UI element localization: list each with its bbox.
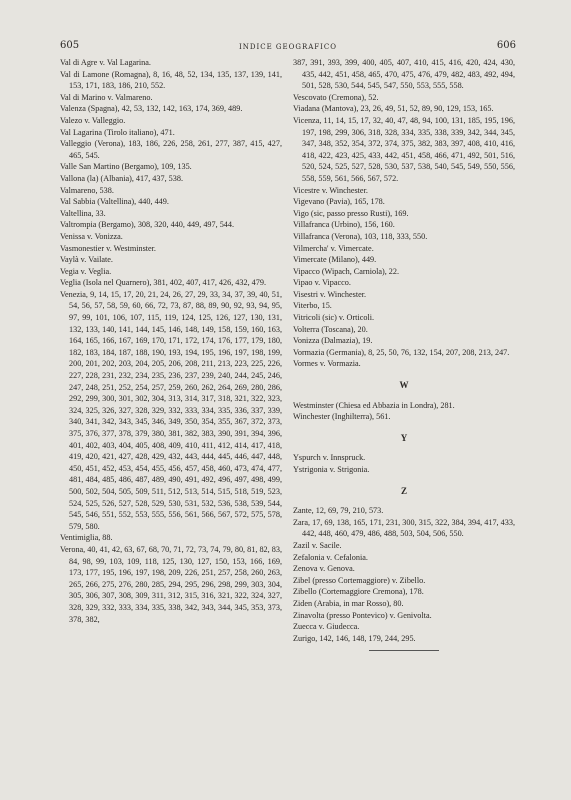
index-entry: Veglia (Isola nel Quarnero), 381, 402, 407, 417, 426, 432, 479. xyxy=(60,278,267,288)
index-entry: Yspurch v. Innspruck. xyxy=(293,453,366,463)
index-entry: Ziden (Arabia, in mar Rosso), 80. xyxy=(293,598,404,608)
index-entry: Venissa v. Vonizza. xyxy=(60,231,123,241)
index-entry: Vegia v. Veglia. xyxy=(60,266,112,276)
index-entry: Zenova v. Genova. xyxy=(293,564,355,574)
index-entry: Viadana (Mantova), 23, 26, 49, 51, 52, 89, 90, 129, 153, 165. xyxy=(293,104,494,114)
section-letter-z: Z xyxy=(400,485,407,496)
index-entry: Villafranca (Verona), 103, 118, 333, 550. xyxy=(293,231,428,241)
index-entry: Viterbo, 15. xyxy=(293,301,332,311)
index-entry: Val Sabbia (Valtellina), 440, 449. xyxy=(60,197,169,207)
index-entry: Vimercate (Milano), 449. xyxy=(293,255,377,265)
section-z-entries xyxy=(293,505,515,644)
index-entry: Vitricoli (sic) v. Orticoli. xyxy=(293,313,375,323)
end-rule xyxy=(369,650,439,651)
index-entry: Vigevano (Pavia), 165, 178. xyxy=(293,197,385,207)
index-entry: Val Lagarina (Tirolo italiano), 471. xyxy=(60,127,175,137)
index-entry: Vormazia (Germania), 8, 25, 50, 76, 132, 154, 207, 208, 213, 247. xyxy=(293,347,510,357)
index-entry: Volterra (Toscana), 20. xyxy=(293,324,368,334)
index-entry: Vipao v. Vipacco. xyxy=(293,278,351,288)
index-entry: Vaylà v. Vailate. xyxy=(60,255,113,265)
section-w-entries xyxy=(293,400,515,423)
index-entry: Vonizza (Dalmazia), 19. xyxy=(293,336,373,346)
index-entry: Vasmonestier v. Westminster. xyxy=(60,243,156,253)
page-number-right: 606 xyxy=(496,40,516,51)
index-entry: Vescovato (Cremona), 52. xyxy=(293,92,379,102)
index-entry: Ventimiglia, 88. xyxy=(60,533,113,543)
index-entry: Villafranca (Urbino), 156, 160. xyxy=(293,220,395,230)
page-header xyxy=(60,40,516,54)
index-entry: Vicenza, 11, 14, 15, 17, 32, 40, 47, 48, 94, 100, 131, 185, 195, 196, 197, 198, 299, 306, 318, 328, 334, 335, 338, 339, 342, 344, 345, 347, 348, 352, 354, 372, 374, 375, 382, 383, 397, 408, 410, 416, 418, 422, 423, 425, 433, 442, 451, 458, 466, 471, 492, 501, 516, 520, 524, 525, 527, 528, 530, 537, 538, 540, 545, 549, 550, 556, 558, 559, 561, 566, 567, 572. xyxy=(293,115,515,183)
index-entry: Valtellina, 33. xyxy=(60,208,106,218)
index-entry: Valmareno, 538. xyxy=(60,185,114,195)
index-entry: Valtrompia (Bergamo), 308, 320, 440, 449, 497, 544. xyxy=(60,220,235,230)
index-entry: Zuecca v. Giudecca. xyxy=(293,622,360,632)
index-entry: Zibello (Cortemaggiore Cremona), 178. xyxy=(293,587,424,597)
index-entry: 387, 391, 393, 399, 400, 405, 407, 410, 415, 416, 420, 424, 430, 435, 442, 451, 458, 465, 470, 475, 476, 479, 482, 483, 492, 494, 501, 528, 530, 544, 545, 547, 550, 553, 555, 558. xyxy=(293,58,515,91)
index-entry: Zibel (presso Cortemaggiore) v. Zibello. xyxy=(293,575,426,585)
index-entry: Zante, 12, 69, 79, 210, 573. xyxy=(293,506,384,516)
index-entry: Zurigo, 142, 146, 148, 179, 244, 295. xyxy=(293,633,416,643)
index-entry: Zefalonia v. Cefalonia. xyxy=(293,552,368,562)
index-entry: Visestri v. Winchester. xyxy=(293,289,367,299)
index-entry: Valezo v. Valleggio. xyxy=(60,115,126,125)
index-entry: Val di Lamone (Romagna), 8, 16, 48, 52, 134, 135, 137, 139, 141, 153, 171, 183, 186, 210, 552. xyxy=(60,69,282,91)
running-title: INDICE GEOGRAFICO xyxy=(238,43,338,51)
right-entries xyxy=(293,57,515,370)
index-entry: Vormes v. Vormazia. xyxy=(293,359,361,369)
index-entry: Vigo (sic, passo presso Rusti), 169. xyxy=(293,208,409,218)
index-entry: Vallona (la) (Albania), 417, 437, 538. xyxy=(60,173,184,183)
index-entry: Verona, 40, 41, 42, 63, 67, 68, 70, 71, 72, 73, 74, 79, 80, 81, 82, 83, 84, 98, 99, 103, 109, 118, 125, 130, 127, 150, 153, 166, 169, 173, 177, 195, 196, 197, 198, 209, 226, 251, 257, 258, 260, 263, 265, 266, 275, 276, 280, 285, 294, 295, 296, 298, 299, 303, 304, 305, 306, 307, 308, 309, 311, 312, 315, 316, 321, 322, 324, 327, 328, 329, 332, 333, 334, 335, 338, 342, 343, 344, 345, 353, 373, 378, 382, xyxy=(60,544,282,624)
index-entry: Val di Agre v. Val Lagarina. xyxy=(60,58,151,67)
index-entry: Val di Marino v. Valmareno. xyxy=(60,92,153,102)
left-column xyxy=(60,57,282,625)
right-column xyxy=(293,57,515,651)
section-letter-w: W xyxy=(399,380,409,391)
index-entry: Vilmercha' v. Vimercate. xyxy=(293,243,374,253)
page-number-left: 605 xyxy=(60,40,80,51)
index-entry: Vipacco (Wipach, Carniola), 22. xyxy=(293,266,400,276)
index-entry: Zazil v. Sacile. xyxy=(293,540,342,550)
index-entry: Valenza (Spagna), 42, 53, 132, 142, 163, 174, 369, 489. xyxy=(60,104,243,114)
index-entry: Venezia, 9, 14, 15, 17, 20, 21, 24, 26, 27, 29, 33, 34, 37, 39, 40, 51, 54, 56, 57, 58, 59, 60, 66, 72, 73, 87, 88, 89, 90, 92, 93, 94, 95, 97, 99, 101, 106, 107, 115, 119, 124, 125, 126, 127, 130, 131, 132, 133, 140, 141, 144, 145, 146, 148, 149, 158, 159, 160, 163, 164, 165, 166, 167, 169, 170, 171, 172, 174, 176, 177, 179, 180, 182, 183, 184, 187, 188, 190, 193, 194, 195, 196, 197, 198, 199, 200, 201, 202, 203, 204, 205, 206, 208, 211, 213, 223, 225, 226, 227, 228, 231, 232, 234, 235, 236, 237, 239, 240, 244, 245, 246, 247, 248, 251, 252, 254, 257, 259, 260, 262, 264, 269, 280, 286, 292, 299, 300, 301, 302, 304, 313, 314, 317, 318, 321, 322, 323, 324, 325, 326, 327, 328, 329, 332, 333, 334, 335, 336, 337, 339, 340, 341, 342, 343, 345, 346, 349, 350, 354, 355, 367, 372, 373, 375, 376, 377, 378, 379, 380, 381, 382, 383, 390, 391, 394, 396, 401, 402, 403, 404, 405, 408, 409, 410, 411, 412, 414, 417, 418, 419, 420, 421, 427, 428, 429, 432, 443, 444, 445, 446, 447, 448, 450, 451, 452, 453, 454, 455, 456, 457, 458, 460, 473, 474, 477, 481, 484, 485, 486, 487, 489, 490, 491, 492, 496, 497, 498, 499, 500, 502, 504, 505, 509, 511, 512, 513, 514, 515, 518, 519, 523, 524, 525, 526, 527, 528, 529, 530, 531, 532, 536, 538, 539, 544, 545, 546, 551, 552, 553, 555, 556, 561, 566, 567, 572, 575, 578, 579, 580. xyxy=(60,289,282,531)
index-entry: Zara, 17, 69, 138, 165, 171, 231, 300, 315, 322, 384, 394, 417, 433, 442, 448, 460, 479, 486, 488, 503, 504, 506, 550. xyxy=(293,517,515,539)
index-entry: Vicestre v. Winchester. xyxy=(293,185,368,195)
index-entry: Westminster (Chiesa ed Abbazia in Londra), 281. xyxy=(293,400,455,410)
index-entry: Valle San Martino (Bergamo), 109, 135. xyxy=(60,162,192,172)
section-y-entries xyxy=(293,452,515,475)
index-entry: Zinavolta (presso Pontevico) v. Genivolta. xyxy=(293,610,432,620)
index-entry: Winchester (Inghilterra), 561. xyxy=(293,412,391,422)
index-entry: Valleggio (Verona), 183, 186, 226, 258, 261, 277, 387, 415, 427, 465, 545. xyxy=(60,139,282,160)
index-entry: Ystrigonia v. Strigonia. xyxy=(293,465,370,474)
section-letter-y: Y xyxy=(400,432,408,443)
